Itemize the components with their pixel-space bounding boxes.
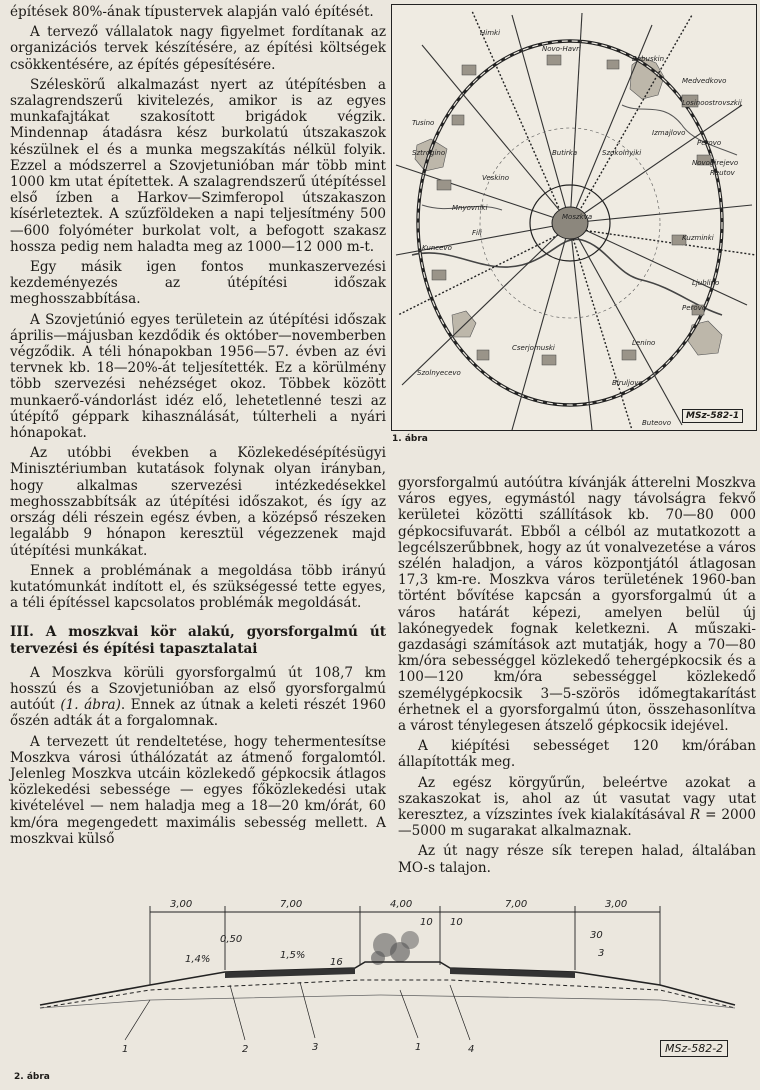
map-place-label: Himki (480, 29, 501, 37)
paragraph: A tervezett út rendeltetése, hogy tehermentesítse Moszkva városi úthálózatát az átmenő forgalomtól. Jelenleg Moszkva utcáin közlekedő gépkocsik átlagos közlekedési sebessége — egyes főközlekedési utak kivételével — nem haladja meg a 18—20 km/órát, 60 km/óra megengedett maximális sebesség mellett. A moszkvai külső (10, 733, 386, 847)
paragraph: A tervező vállalatok nagy figyelmet fordítanak az organizációs tervek készítésére, az építési költségek csökkentésére, az építés gépesítésére. (10, 24, 386, 73)
paragraph: gyorsforgalmú autóútra kívánják átterelni Moszkva város egyes, egymástól nagy távolságra fekvő kerületei közötti szállítások kb. 70—80 000 gépkocsifuvarát. Ebből a célból az mutatkozott a legcélszerűbbnek, hogy az út vonalvezetése a város szélén haladjon, a város központjától átlagosan 17,3 km-re. Moszkva város területének 1960-ban történt bővítése kapcsán a gyorsforgalmú út a város határát képezi, amelyen belül új lakónegyedek fognak keletkezni. A műszaki-gazdasági számítások azt mutatják, hogy a 70—80 km/óra sebességgel közlekedő tehergépkocsik és a 100—120 km/óra sebességgel közlekedő személygépkocsik 3—5-szörös időmegtakarítást érhetnek el a gyorsforgalmú úton, összehasonlítva a várost ténylegesen átszelő gépkocsik idejével. (398, 475, 756, 735)
map-place-label: Perovo (682, 304, 707, 312)
paragraph: Az út nagy része sík terepen halad, általában MO-s talajon. (398, 843, 756, 876)
map-place-label: Szokolnyiki (602, 149, 642, 157)
map-place-label: Veskino (482, 174, 510, 182)
dimension-label: 10 (450, 917, 463, 928)
dimension-label: 16 (330, 957, 343, 968)
paragraph: Ennek a problémának a megoldása több irányú kutatómunkát indított el, és szükségessé tette egyes, a téli építéssel kapcsolatos problémák megoldását. (10, 562, 386, 612)
map-place-label: Losinoostrovszkij (682, 99, 742, 107)
map-place-label: Ljublino (692, 279, 720, 287)
figure-code: MSz-582-1 (682, 409, 743, 423)
slope-label: 1,4% (185, 954, 211, 965)
figure-reference: (1. ábra) (60, 697, 121, 714)
dimension-label: 0,50 (220, 934, 243, 945)
dimension-label: 3,00 (170, 899, 193, 910)
map-place-label: Medvedkovo (682, 77, 727, 85)
map-place-label: Fili (472, 229, 482, 237)
paragraph: építések 80%-ának típustervek alapján való építését. (10, 4, 374, 20)
dimension-label: 7,00 (280, 899, 303, 910)
map-place-label: Babuskin (632, 55, 665, 63)
paragraph (398, 775, 756, 840)
dimension-label: 10 (420, 917, 433, 928)
cross-section-drawing (0, 890, 760, 1086)
paragraph (10, 665, 386, 730)
map-drawing (392, 5, 756, 430)
paragraph: Egy másik igen fontos munkaszervezési kezdeményezés az útépítési időszak meghosszabbítása. (10, 259, 386, 308)
dimension-label: 30 (590, 930, 603, 941)
map-place-label: Kuzminki (682, 234, 714, 242)
symbol: R (690, 807, 701, 824)
map-place-label: Lenino (632, 339, 656, 347)
map-place-label: Perovo (697, 139, 722, 147)
figure-1-caption: 1. ábra (392, 434, 428, 444)
dimension-label: 3 (598, 948, 605, 959)
map-place-label: Butirka (552, 149, 578, 157)
map-place-label: Reutov (710, 169, 735, 177)
map-place-label: Novogirejevo (692, 159, 739, 167)
figure-code: MSz-582-2 (660, 1040, 728, 1057)
map-place-label: Szolnyecevo (417, 369, 461, 377)
map-place-label: Novo-Havri (542, 45, 581, 53)
map-place-label: Biruljovo (612, 379, 643, 387)
figure-1-map (391, 4, 757, 431)
text-run: A Moszkva körüli gyorsforgalmú út 108,7 km hosszú és a Szovjetunióban az első gyorsforgalmú autóút (10, 664, 386, 714)
section-heading: III. A moszkvai kör alakú, gyorsforgalmú út tervezési és építési tapasztalatai (10, 624, 386, 657)
dimension-label: 4,00 (390, 899, 413, 910)
map-place-label: Izmajlovo (652, 129, 686, 137)
map-place-label: Cserjomuski (512, 344, 555, 352)
part-reference: 3 (312, 1042, 319, 1053)
part-reference: 1 (122, 1044, 129, 1055)
dimension-label: 7,00 (505, 899, 528, 910)
map-place-label: Mnyovniki (452, 204, 488, 212)
figure-2-caption: 2. ábra (14, 1072, 50, 1082)
text-run: Az egész körgyűrűn, beleértve azokat a szakaszokat is, ahol az út vasutat vagy utat keresztez, a vízszintes ívek kialakításával (398, 774, 756, 824)
map-place-label: Buteovo (642, 419, 671, 427)
text-run: = 2000—5000 m sugarakat alkalmaznak. (398, 807, 756, 840)
dimension-label: 3,00 (605, 899, 628, 910)
part-reference: 1 (415, 1042, 422, 1053)
paragraph: Széleskörű alkalmazást nyert az útépítésben a szalagrendszerű kivitelezés, amikor is az egyes munkafajtákat szakosított brigádok végzik. Mindennap átadásra kész burkolatú útszakaszok készülnek el és a munka megszakítás nélkül folyik. Ezzel a módszerrel a Szovjetunióban már több mint 1000 km utat építettek. A szalagrendszerű útépítéssel első ízben a Harkov—Szimferopol útszakaszon kísérleteztek. A szűzföldeken a napi teljesítmény 500—600 folyóméter burkolat volt, a befogott szakasz hossza pedig nem haladta meg az 1000—12 000 m-t. (10, 76, 386, 255)
figure-2-cross-section (0, 890, 760, 1086)
map-place-label: Kuncevo (422, 244, 452, 252)
text-run: . Ennek az útnak a keleti részét 1960 őszén adták át a forgalomnak. (10, 697, 386, 730)
map-place-label: Moszkva (562, 213, 593, 221)
part-reference: 2 (242, 1044, 249, 1055)
left-column (10, 4, 386, 847)
paragraph: Az utóbbi években a Közlekedésépítésügyi Minisztériumban kutatások folynak olyan irányban, hogy alkalmas szervezési intézkedésekkel meghosszabbítsák az útépítési időszakot, és így az ország déli részein egész évben, a középső részeken legalább 9 hónapon keresztül végezzenek majd útépítési munkákat. (10, 445, 386, 559)
paragraph: A kiépítési sebességet 120 km/órában állapították meg. (398, 738, 756, 771)
paragraph: A Szovjetúnió egyes területein az útépítési időszak április—májusban kezdődik és október—novemberben végződik. A téli hónapokban 1956—57. évben az évi tervnek kb. 18—20%-át teljesítették. Ez a körülmény több szervezési nehézséget okoz. Többek között munkaerő-vándorlást idéz elő, lehetetlenné teszi az útépítő géppark kihasználását, túlterheli a nyári hónapokat. (10, 311, 386, 442)
part-reference: 4 (468, 1044, 475, 1055)
map-place-label: Sztrogino (412, 149, 446, 157)
right-column (398, 475, 756, 876)
slope-label: 1,5% (280, 950, 306, 961)
map-place-label: Tusino (412, 119, 435, 127)
